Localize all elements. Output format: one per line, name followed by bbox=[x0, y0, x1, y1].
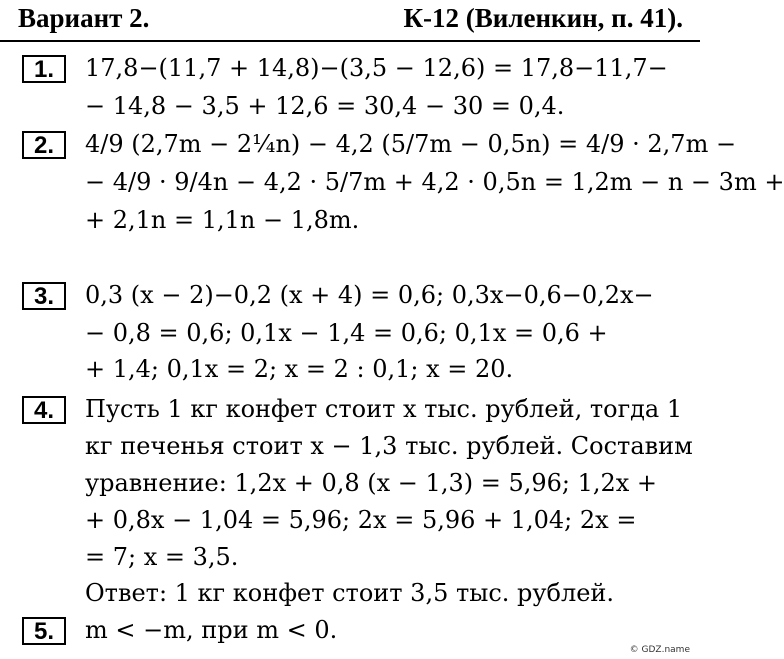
task-3-line-2: − 0,8 = 0,6; 0,1x − 1,4 = 0,6; 0,1x = 0,6 + bbox=[85, 319, 608, 347]
task-2-line-2: − 4/9 · 9/4n − 4,2 · 5/7m + 4,2 · 0,5n = 1,2m − n − 3m + bbox=[85, 168, 784, 196]
task-1-line-2: − 14,8 − 3,5 + 12,6 = 30,4 − 30 = 0,4. bbox=[85, 92, 565, 120]
task-3-line-1: 0,3 (x − 2)−0,2 (x + 4) = 0,6; 0,3x−0,6−0,2x− bbox=[85, 281, 654, 309]
task-2-line-3: + 2,1n = 1,1n − 1,8m. bbox=[85, 206, 360, 234]
header-divider bbox=[0, 40, 700, 42]
task-1-line-1: 17,8−(11,7 + 14,8)−(3,5 − 12,6) = 17,8−11,7− bbox=[85, 54, 668, 82]
variant-label: Вариант 2. bbox=[18, 3, 150, 33]
task-4-line-5: = 7; x = 3,5. bbox=[85, 543, 239, 571]
task-4-line-1: Пусть 1 кг конфет стоит x тыс. рублей, тогда 1 bbox=[85, 395, 683, 423]
page-header bbox=[18, 3, 683, 37]
task-number-3: 3. bbox=[22, 282, 66, 310]
watermark: © GDZ.name bbox=[629, 645, 690, 655]
task-number-1: 1. bbox=[22, 55, 66, 83]
task-number-4: 4. bbox=[22, 396, 66, 424]
task-number-5: 5. bbox=[22, 617, 66, 645]
task-number-2: 2. bbox=[22, 131, 66, 159]
task-5-line-1: m < −m, при m < 0. bbox=[85, 616, 338, 644]
task-3-line-3: + 1,4; 0,1x = 2; x = 2 : 0,1; x = 20. bbox=[85, 355, 514, 383]
task-4-line-3: уравнение: 1,2x + 0,8 (x − 1,3) = 5,96; 1,2x + bbox=[85, 469, 658, 497]
task-2-line-1: 4/9 (2,7m − 2¼n) − 4,2 (5/7m − 0,5n) = 4/9 · 2,7m − bbox=[85, 130, 737, 158]
task-4-line-4: + 0,8x − 1,04 = 5,96; 2x = 5,96 + 1,04; 2x = bbox=[85, 506, 637, 534]
task-4-answer: Ответ: 1 кг конфет стоит 3,5 тыс. рублей. bbox=[85, 579, 615, 607]
task-4-line-2: кг печенья стоит x − 1,3 тыс. рублей. Составим bbox=[85, 432, 693, 460]
test-title: К-12 (Виленкин, п. 41). bbox=[403, 3, 683, 33]
